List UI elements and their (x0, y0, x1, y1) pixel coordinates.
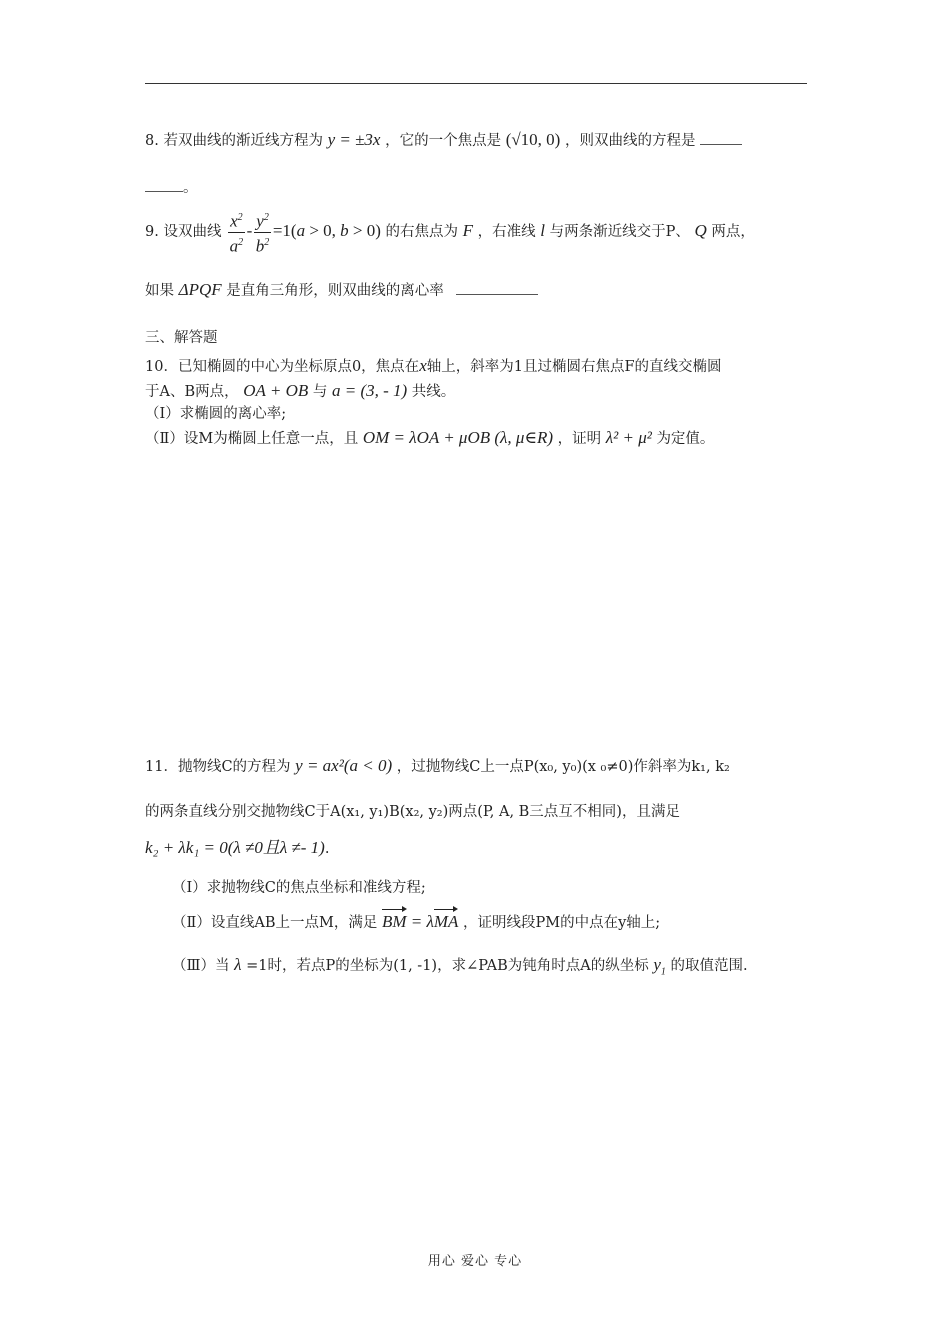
question-text: （Ⅲ）当 (172, 958, 230, 974)
section-heading: 三、解答题 (145, 330, 218, 346)
asymptote-equation: y = ±3x (327, 130, 381, 149)
slope-condition: k₂ + λk₁ = 0(λ ≠0且λ ≠- 1) (145, 838, 325, 857)
directrix-label: l (540, 221, 545, 241)
question-11-part1: （Ⅰ）求抛物线C的焦点坐标和准线方程; (172, 880, 426, 896)
lambda-mu-expression: λ² + μ² (605, 428, 652, 447)
question-text: ，右准线 (477, 224, 536, 241)
question-11-part3 (172, 955, 748, 982)
parabola-equation: y = ax²(a < 0) (295, 756, 393, 775)
question-10 (145, 356, 722, 377)
page-footer: 用心 爱心 专心 (427, 1254, 523, 1269)
question-number: 8. (145, 133, 159, 149)
vector-equation: BM = λMA (382, 912, 458, 931)
question-9 (145, 208, 755, 256)
question-text: =1时，若点P的坐标为(1, -1)，求∠PAB为钝角时点A的纵坐标 (246, 958, 649, 974)
answer-blank (700, 144, 742, 145)
question-text: 设双曲线 (163, 224, 222, 241)
question-10-part2 (145, 428, 714, 449)
y1-variable: $y_1$ (653, 955, 666, 978)
question-text: 10．已知椭圆的中心为坐标原点0，焦点在 (145, 359, 420, 375)
question-text: 的取值范围. (670, 958, 748, 974)
minus-sign: - (246, 221, 253, 241)
question-text: 轴上，斜率为1且过椭圆右焦点F的直线交椭圆 (426, 359, 722, 375)
lambda-symbol: λ (234, 955, 242, 974)
question-9-cont (145, 280, 538, 301)
question-10-part1: （Ⅰ）求椭圆的离心率; (145, 406, 287, 422)
answer-blank (456, 294, 538, 295)
question-text: 的右焦点为 (385, 224, 459, 241)
question-text: 是直角三角形，则双曲线的离心率 (226, 283, 444, 299)
answer-blank (145, 191, 183, 192)
question-11-part2 (172, 908, 660, 933)
question-text: 与 (312, 384, 328, 400)
vector-a: a = (3, - 1) (331, 381, 408, 400)
focus-point: (√10, 0) (505, 130, 561, 149)
question-text: 为定值。 (656, 431, 715, 447)
question-text: ，则双曲线的方程是 (564, 133, 696, 149)
condition: =1(a > 0, b > 0) (272, 221, 381, 241)
question-10-line2 (145, 381, 455, 402)
question-text: ，它的一个焦点是 (385, 133, 502, 149)
question-text: ，证明线段PM的中点在y轴上; (463, 915, 661, 931)
fraction-y2-b2: $\frac{y^2}{b^2}$ (254, 208, 271, 256)
triangle-label: ΔPQF (178, 280, 222, 299)
question-text: 于A、B两点， (145, 384, 239, 400)
vector-equation: OM = λOA + μOB (λ, μ∈R) (362, 428, 554, 447)
question-text: ，过抛物线C上一点P(x₀, y₀)(x ₀≠0)作斜率为k₁, k₂ (396, 759, 730, 775)
question-text: 与两条渐近线交于P、 (549, 224, 690, 241)
vector-sum: OA + OB (243, 381, 309, 400)
focus-label: F (462, 221, 474, 241)
question-11-line3 (145, 838, 329, 859)
point-q: Q (694, 221, 707, 241)
question-number: 9. (145, 224, 159, 241)
question-8 (145, 130, 742, 151)
fraction-x2-a2: $\frac{x^2}{a^2}$ (228, 208, 245, 256)
question-text: 11．抛物线C的方程为 (145, 759, 291, 775)
question-8-cont (145, 178, 198, 198)
question-11-line2: 的两条直线分别交抛物线C于A(x₁, y₁)B(x₂, y₂)两点(P, A, B三点互不相同)，且满足 (145, 804, 680, 820)
header-rule (145, 83, 807, 84)
question-text: 两点， (711, 224, 755, 241)
period: . (324, 841, 330, 857)
question-text: 若双曲线的渐近线方程为 (163, 133, 323, 149)
question-text: 共线。 (411, 384, 456, 400)
question-text: 如果 (145, 283, 174, 299)
question-text: ，证明 (557, 431, 602, 447)
question-text: （Ⅱ）设M为椭圆上任意一点，且 (145, 431, 359, 447)
x-variable: x (419, 356, 427, 375)
question-11 (145, 756, 730, 777)
question-text: （Ⅱ）设直线AB上一点M，满足 (172, 915, 378, 931)
period: 。 (183, 180, 198, 196)
